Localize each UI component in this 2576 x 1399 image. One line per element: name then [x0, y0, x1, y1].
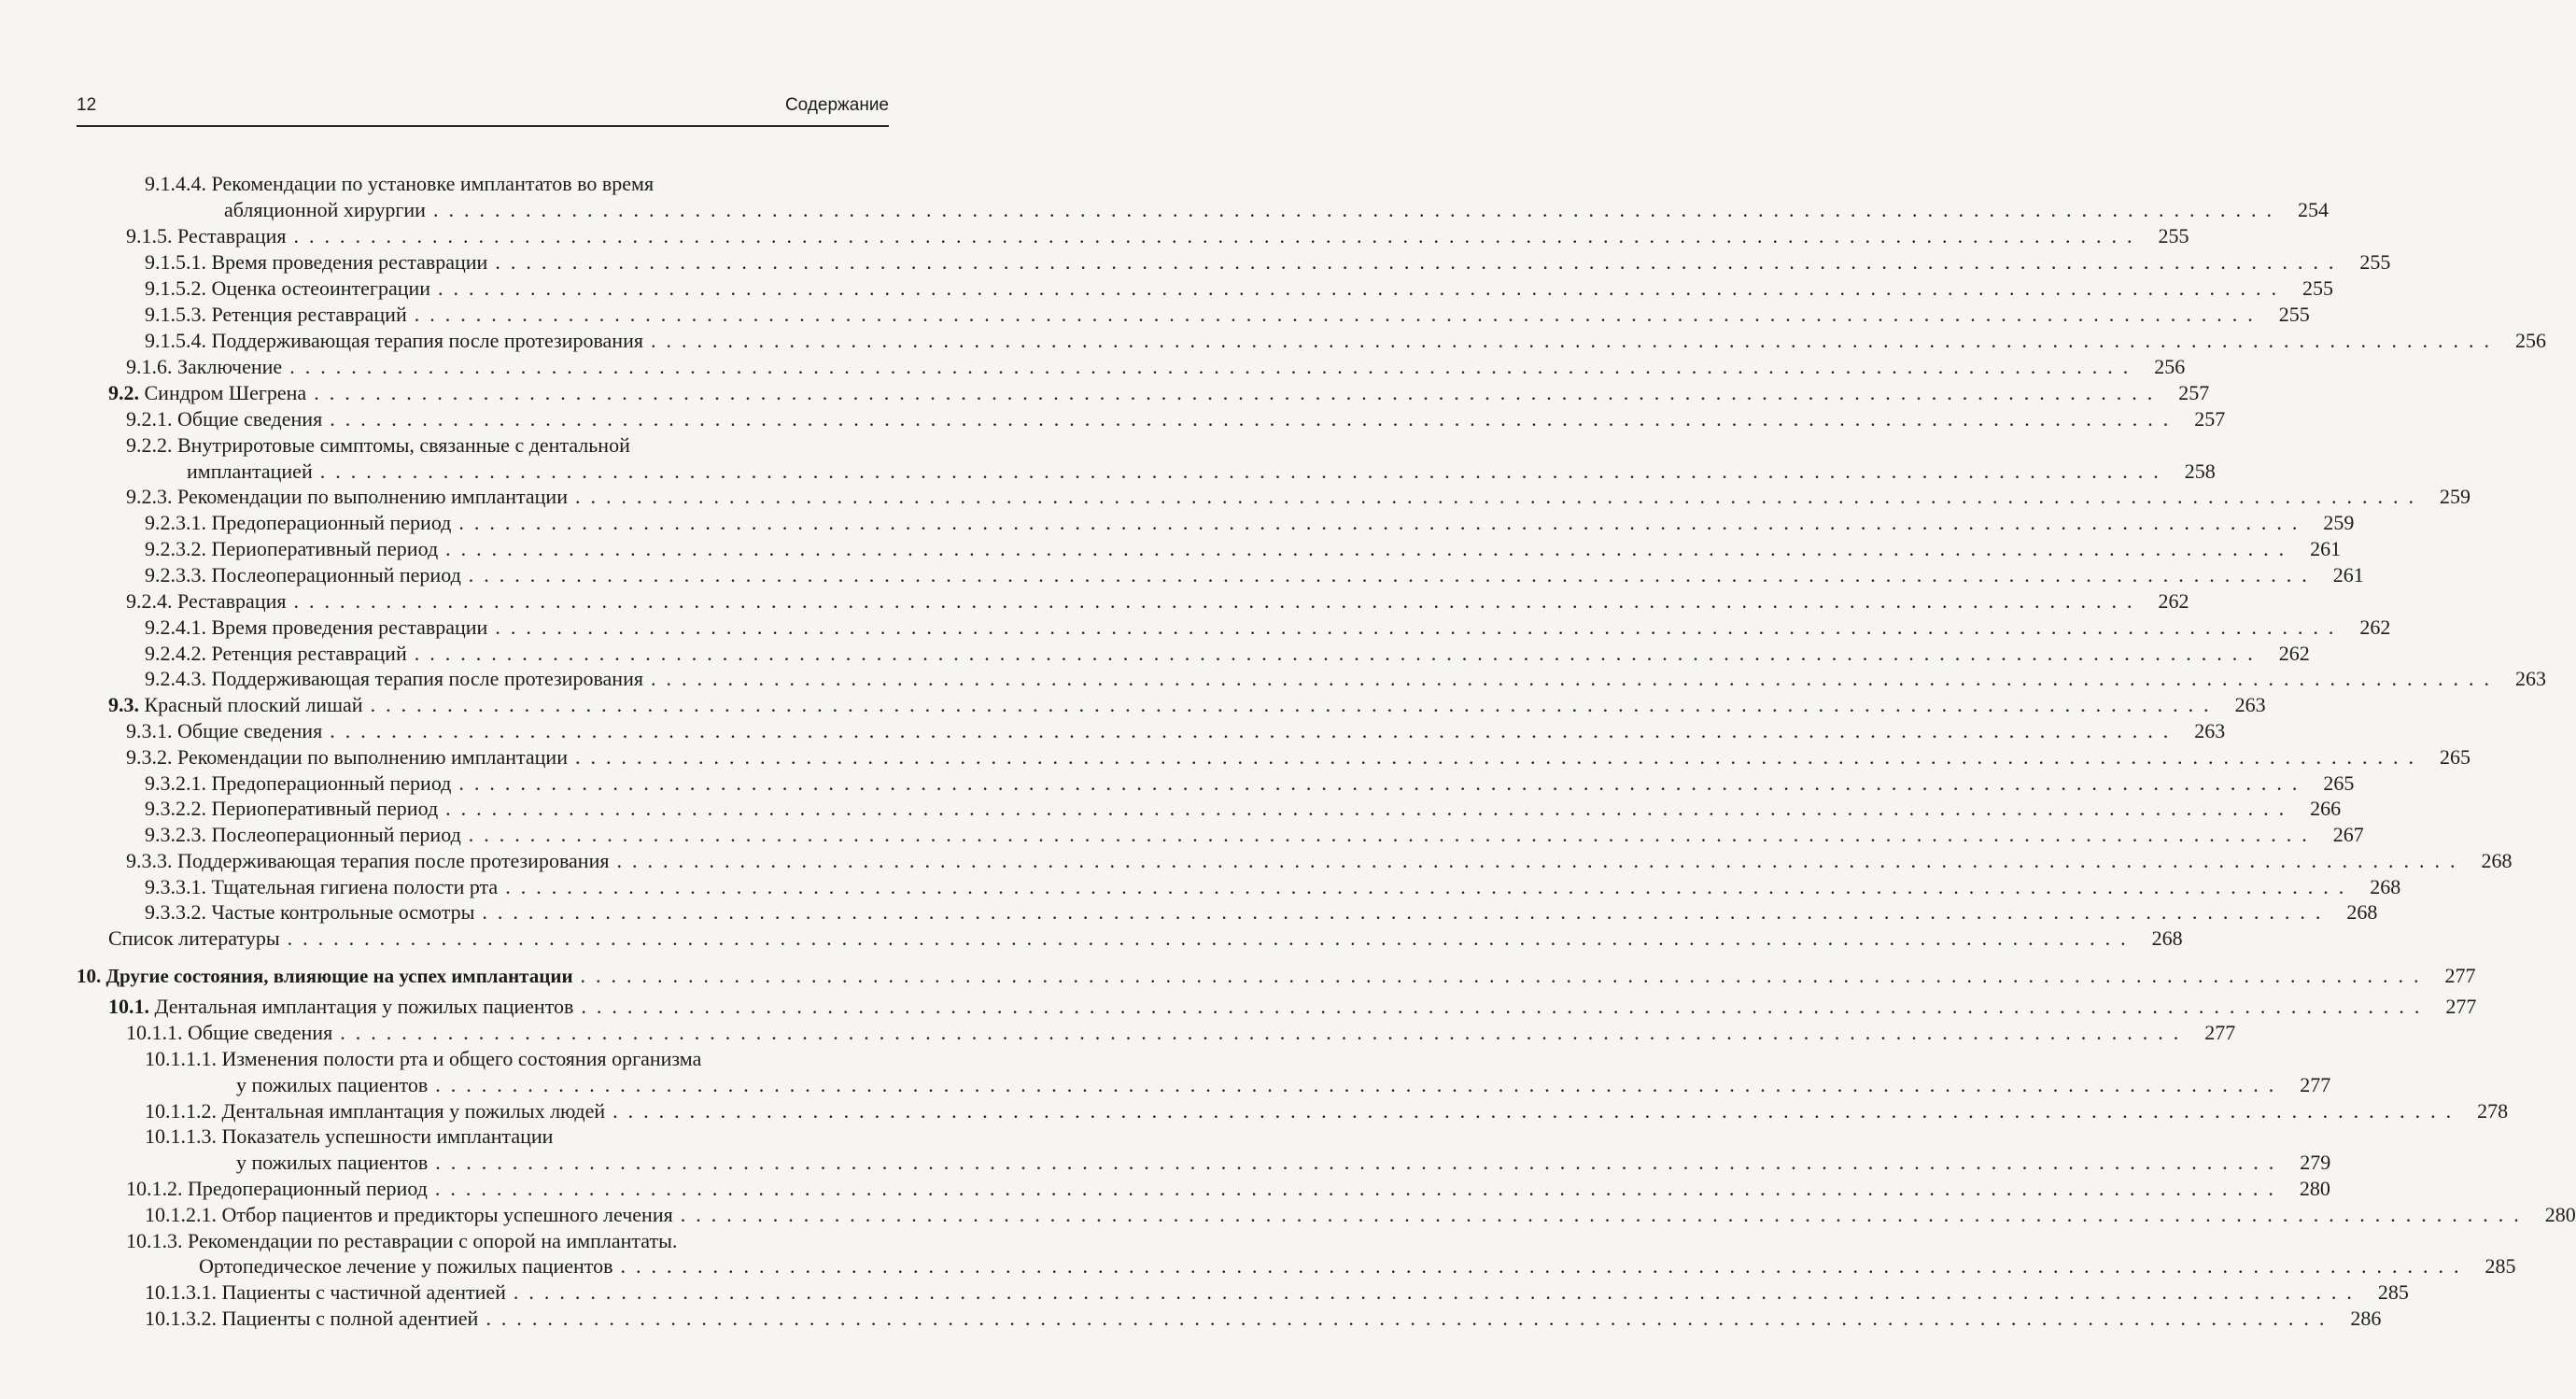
toc-entry-title: [145, 1046, 701, 1072]
toc-entry[interactable]: [145, 562, 2364, 588]
toc-entry-text: Ретенция реставраций: [211, 303, 407, 326]
toc-entry[interactable]: [126, 1020, 2236, 1046]
toc-entry-title: [145, 641, 407, 667]
toc-entry-number: 9.2.3.: [126, 485, 173, 508]
toc-entry-text: Заключение: [177, 355, 283, 378]
toc-entry-number: 9.1.4.4.: [145, 172, 206, 195]
toc-entry[interactable]: [145, 899, 2378, 926]
dot-leader: ........................................................................................................................: [458, 511, 2308, 534]
dot-leader: ........................................................................................................................: [505, 875, 2355, 898]
toc-entry-text: Послеоперационный период: [211, 823, 461, 846]
toc-entry-number: 9.3.2.3.: [145, 823, 206, 846]
toc-entry-number: 9.3.: [108, 693, 139, 716]
dot-leader: ........................................................................................................................: [340, 1021, 2189, 1044]
toc-page-number: 262: [2359, 615, 2391, 639]
toc-entry-title: [126, 1020, 332, 1046]
toc-entry-title: [236, 1072, 428, 1098]
toc-entry[interactable]: [145, 302, 2310, 328]
toc-entry-text: Реставрация: [177, 589, 287, 613]
toc-entry[interactable]: [145, 171, 654, 197]
toc-entry-title: [108, 926, 280, 952]
toc-entry-number: 10.1.3.1.: [145, 1280, 217, 1304]
toc-entry-title: [145, 874, 498, 900]
toc-entry[interactable]: [199, 1253, 2516, 1279]
toc-entry[interactable]: [108, 380, 2210, 406]
toc-page-number: 285: [2485, 1254, 2516, 1278]
toc-entry-text: Поддерживающая терапия после протезирования: [177, 849, 610, 872]
toc-page-number: 255: [2158, 224, 2189, 247]
toc-entry[interactable]: [126, 744, 2470, 770]
toc-entry-title: [126, 432, 630, 459]
toc-page-number: 263: [2194, 719, 2226, 742]
toc-entry-title: [126, 588, 287, 615]
toc-entry[interactable]: [145, 276, 2334, 302]
toc-page-number: 277: [2445, 995, 2477, 1018]
toc-entry-title: [145, 171, 654, 197]
toc-entry-text: Показатель успешности имплантации: [221, 1124, 554, 1148]
toc-page-number: 255: [2302, 276, 2334, 300]
toc-entry-title: [145, 249, 487, 276]
toc-entry-title: [126, 354, 282, 380]
toc-entry[interactable]: [126, 406, 2226, 432]
toc-entry-text: Рекомендации по реставрации с опорой на имплантаты.: [188, 1229, 678, 1252]
dot-leader: ........................................................................................................................: [574, 485, 2424, 508]
dot-leader: ........................................................................................................................: [293, 589, 2143, 613]
page-header: [77, 92, 889, 127]
dot-leader: ........................................................................................................................: [680, 1203, 2529, 1226]
toc-page-number: 277: [2444, 964, 2476, 987]
dot-leader: ........................................................................................................................: [620, 1254, 2470, 1278]
dot-leader: ........................................................................................................................: [445, 797, 2295, 820]
toc-page-number: 256: [2154, 355, 2186, 378]
dot-leader: ........................................................................................................................: [445, 537, 2295, 560]
toc-entry[interactable]: [126, 432, 630, 459]
toc-entry-number: 9.3.2.: [126, 745, 173, 769]
toc-entry-title: [126, 1228, 677, 1254]
toc-entry-number: 9.3.1.: [126, 719, 173, 742]
toc-entry-title: [145, 1202, 673, 1228]
toc-page-number: 254: [2297, 198, 2329, 221]
toc-entry-text: Рекомендации по выполнению имплантации: [177, 745, 568, 769]
dot-leader: ........................................................................................................................: [458, 771, 2308, 795]
toc-entry-number: 9.2.3.2.: [145, 537, 206, 560]
toc-page-number: 280: [2299, 1177, 2330, 1200]
toc-entry-text: Список литературы: [108, 926, 280, 950]
toc-entry-number: 10.: [77, 965, 102, 987]
toc-entry-text: Ретенция реставраций: [211, 642, 407, 665]
dot-leader: ........................................................................................................................: [330, 719, 2179, 742]
page-number: 12: [77, 95, 97, 115]
toc-entry-text: Реставрация: [177, 224, 287, 247]
toc-entry-title: [126, 848, 609, 874]
toc-entry-number: 9.2.1.: [126, 407, 173, 431]
toc-page-number: 279: [2300, 1151, 2331, 1174]
toc-entry-number: 9.1.5.2.: [145, 276, 206, 300]
toc-entry-text: Пациенты с полной адентией: [221, 1307, 479, 1330]
toc-entry[interactable]: [108, 994, 2477, 1020]
toc-entry-text: Рекомендации по выполнению имплантации: [177, 485, 568, 508]
toc-entry-text: Предоперационный период: [188, 1177, 428, 1200]
toc-page-number: 255: [2359, 250, 2391, 274]
toc-entry-number: 9.3.2.1.: [145, 771, 206, 795]
toc-entry-title: [126, 1176, 428, 1202]
toc-entry[interactable]: [126, 354, 2186, 380]
dot-leader: ........................................................................................................................: [486, 1307, 2335, 1330]
dot-leader: ........................................................................................................................: [287, 926, 2136, 950]
toc-entry-title: [199, 1253, 613, 1279]
toc-page-number: 261: [2310, 537, 2342, 560]
toc-page-number: 256: [2514, 329, 2546, 352]
toc-entry[interactable]: [108, 926, 2183, 952]
toc-entry-number: 10.1.1.2.: [145, 1099, 217, 1123]
toc-entry-title: [145, 796, 438, 822]
running-title: Содержание: [784, 95, 889, 115]
dot-leader: ........................................................................................................................: [468, 563, 2317, 586]
toc-entry-title: [236, 1150, 428, 1176]
toc-entry-number: 10.1.1.: [126, 1021, 183, 1044]
toc-entry[interactable]: [145, 1279, 2409, 1306]
toc-entry-number: 10.1.3.: [126, 1229, 183, 1252]
toc-entry[interactable]: [145, 328, 2546, 354]
dot-leader: ........................................................................................................................: [293, 224, 2143, 247]
toc-entry[interactable]: [126, 1228, 677, 1254]
toc-entry-text: Общие сведения: [177, 719, 323, 742]
toc-page-number: 263: [2234, 693, 2266, 716]
dot-leader: ........................................................................................................................: [495, 615, 2344, 639]
toc-entry-title: [187, 459, 313, 485]
toc-entry-text: Внутриротовые симптомы, связанные с дентальной: [177, 433, 630, 457]
toc-entry-number: 9.2.4.2.: [145, 642, 206, 665]
toc-entry[interactable]: [145, 1046, 701, 1072]
toc-page-number: 259: [2323, 511, 2355, 534]
toc-page-number: 262: [2158, 589, 2189, 613]
toc-entry-title: [224, 197, 426, 223]
dot-leader: ........................................................................................................................: [414, 303, 2263, 326]
toc-entry-text: Другие состояния, влияющие на успех имплантации: [106, 965, 573, 987]
dot-leader: ........................................................................................................................: [438, 276, 2287, 300]
toc-page-number: 266: [2310, 797, 2342, 820]
toc-page-number: 265: [2323, 771, 2355, 795]
toc-entry[interactable]: [236, 1072, 2331, 1098]
toc-entry-title: [126, 484, 568, 510]
dot-leader: ........................................................................................................................: [435, 1151, 2285, 1174]
toc-entry[interactable]: [236, 1150, 2331, 1176]
toc-page-number: 259: [2439, 485, 2470, 508]
toc-entry-text: Оценка остеоинтеграции: [211, 276, 431, 300]
toc-entry-text: Общие сведения: [188, 1021, 333, 1044]
dot-leader: ........................................................................................................................: [650, 667, 2499, 690]
toc-entry-text: Периоперативный период: [211, 537, 439, 560]
toc-entry-number: 9.1.5.: [126, 224, 173, 247]
toc-page-number: 262: [2278, 642, 2310, 665]
toc-entry-title: [126, 718, 322, 744]
toc-page-number: 286: [2350, 1307, 2382, 1330]
toc-entry-text: Общие сведения: [177, 407, 323, 431]
toc-entry-number: 9.3.3.2.: [145, 900, 206, 924]
dot-leader: ........................................................................................................................: [468, 823, 2317, 846]
toc-page-number: 267: [2332, 823, 2364, 846]
toc-entry[interactable]: [126, 223, 2189, 249]
toc-entry-text: Время проведения реставрации: [211, 250, 488, 274]
toc-entry[interactable]: [77, 963, 2476, 989]
dot-leader: ........................................................................................................................: [434, 1177, 2284, 1200]
toc-entry-title: [145, 562, 461, 588]
toc-entry-text: Предоперационный период: [211, 771, 452, 795]
toc-entry[interactable]: [145, 770, 2355, 797]
toc-entry-title: [145, 615, 487, 641]
toc-entry-title: [145, 1123, 553, 1150]
toc-entry-text: Красный плоский лишай: [144, 693, 363, 716]
toc-entry-text: Дентальная имплантация у пожилых пациентов: [154, 995, 574, 1018]
toc-entry-title: [108, 692, 363, 718]
toc-entry[interactable]: [145, 822, 2364, 848]
toc-page-number: 257: [2194, 407, 2226, 431]
toc-entry[interactable]: [126, 484, 2470, 510]
toc-entry-text: у пожилых пациентов: [236, 1073, 429, 1096]
toc-entry-number: 10.1.2.1.: [145, 1203, 217, 1226]
toc-page-number: 268: [2370, 875, 2401, 898]
toc-entry-number: 9.2.4.: [126, 589, 173, 613]
toc-entry[interactable]: [126, 1176, 2330, 1202]
toc-entry-title: [145, 1098, 605, 1124]
toc-entry[interactable]: [108, 692, 2266, 718]
toc-entry-title: [145, 822, 461, 848]
toc-entry-number: 9.3.2.2.: [145, 797, 206, 820]
dot-leader: ........................................................................................................................: [319, 459, 2169, 483]
toc-entry[interactable]: [145, 1306, 2382, 1332]
toc-entry-title: [145, 536, 438, 562]
toc-entry-text: Предоперационный период: [211, 511, 452, 534]
toc-page-number: 277: [2204, 1021, 2236, 1044]
toc-entry-text: абляционной хирургии: [224, 198, 426, 221]
toc-entry-text: Послеоперационный период: [211, 563, 461, 586]
dot-leader: ........................................................................................................................: [370, 693, 2219, 716]
toc-entry-title: [145, 1279, 506, 1306]
toc-page-number: 263: [2514, 667, 2546, 690]
dot-leader: ........................................................................................................................: [482, 900, 2331, 924]
toc-page-number: 277: [2300, 1073, 2331, 1096]
dot-leader: ........................................................................................................................: [414, 642, 2263, 665]
toc-entry-number: 9.2.2.: [126, 433, 173, 457]
toc-entry-text: Отбор пациентов и предикторы успешного лечения: [221, 1203, 673, 1226]
toc-entry-title: [126, 223, 287, 249]
toc-entry-text: Поддерживающая терапия после протезирования: [211, 329, 643, 352]
toc-entry-number: 9.3.3.1.: [145, 875, 206, 898]
toc-page-number: 265: [2439, 745, 2470, 769]
toc-entry-title: [145, 510, 451, 536]
toc-page-number: 280: [2544, 1203, 2576, 1226]
dot-leader: ........................................................................................................................: [612, 1099, 2462, 1123]
toc-entry-number: 10.1.3.2.: [145, 1307, 217, 1330]
toc-entry-number: 10.1.2.: [126, 1177, 183, 1200]
dot-leader: ........................................................................................................................: [495, 250, 2344, 274]
toc-page-number: 257: [2178, 381, 2210, 404]
toc-entry-text: Периоперативный период: [211, 797, 439, 820]
toc-entry-title: [126, 406, 322, 432]
toc-entry[interactable]: [126, 718, 2226, 744]
toc-entry[interactable]: [224, 197, 2329, 223]
toc-entry[interactable]: [145, 1202, 2576, 1228]
toc-page-number: 268: [2481, 849, 2513, 872]
toc-page-number: 268: [2151, 926, 2183, 950]
toc-entry-text: Изменения полости рта и общего состояния организма: [221, 1047, 702, 1070]
toc-page-number: 261: [2332, 563, 2364, 586]
toc-entry-title: [145, 276, 430, 302]
toc-entry[interactable]: [126, 848, 2513, 874]
toc-entry[interactable]: [187, 459, 2216, 485]
toc-entry[interactable]: [145, 536, 2342, 562]
toc-entry-number: 10.1.: [108, 995, 149, 1018]
toc-entry-title: [145, 328, 643, 354]
toc-entry-number: 9.2.4.3.: [145, 667, 206, 690]
toc-entry-text: Пациенты с частичной адентией: [221, 1280, 506, 1304]
toc-entry[interactable]: [145, 874, 2401, 900]
toc-entry-number: 9.1.6.: [126, 355, 173, 378]
dot-leader: ........................................................................................................................: [580, 964, 2429, 987]
toc-entry-text: Дентальная имплантация у пожилых людей: [221, 1099, 606, 1123]
dot-leader: ........................................................................................................................: [289, 355, 2139, 378]
toc-page-number: 285: [2377, 1280, 2409, 1304]
dot-leader: ........................................................................................................................: [435, 1073, 2285, 1096]
toc-entry[interactable]: [145, 1098, 2509, 1124]
toc-entry-number: 9.1.5.1.: [145, 250, 206, 274]
toc-entry-text: Тщательная гигиена полости рта: [211, 875, 499, 898]
toc-entry-number: 9.2.: [108, 381, 139, 404]
toc-entry[interactable]: [126, 588, 2189, 615]
toc-entry-number: 9.1.5.4.: [145, 329, 206, 352]
toc-entry-number: 9.3.3.: [126, 849, 173, 872]
toc-entry-title: [145, 899, 474, 926]
toc-entry-text: Поддерживающая терапия после протезирования: [211, 667, 643, 690]
dot-leader: ........................................................................................................................: [574, 745, 2424, 769]
toc-page-number: 258: [2184, 459, 2216, 483]
toc-entry-text: Синдром Шегрена: [144, 381, 307, 404]
toc-entry-text: Частые контрольные осмотры: [211, 900, 475, 924]
toc-entry[interactable]: [145, 666, 2546, 692]
toc-entry-title: [145, 1306, 478, 1332]
toc-entry[interactable]: [145, 510, 2355, 536]
toc-entry-title: [126, 744, 568, 770]
toc-entry-number: 9.2.4.1.: [145, 615, 206, 639]
toc-entry[interactable]: [145, 641, 2310, 667]
dot-leader: ........................................................................................................................: [314, 381, 2163, 404]
toc-entry-title: [108, 380, 306, 406]
dot-leader: ........................................................................................................................: [581, 995, 2430, 1018]
toc-entry[interactable]: [145, 249, 2391, 276]
toc-entry-title: [145, 302, 407, 328]
toc-entry-text: Рекомендации по установке имплантатов во время: [211, 172, 655, 195]
dot-leader: ........................................................................................................................: [513, 1280, 2362, 1304]
toc-entry[interactable]: [145, 1123, 553, 1150]
toc-entry-text: Время проведения реставрации: [211, 615, 488, 639]
toc-entry-number: 10.1.1.1.: [145, 1047, 217, 1070]
toc-page-number: 268: [2346, 900, 2378, 924]
toc-entry-text: у пожилых пациентов: [236, 1151, 429, 1174]
toc-entry-title: [145, 770, 451, 797]
toc-entry[interactable]: [145, 615, 2391, 641]
toc-entry-title: [77, 963, 573, 989]
toc-entry[interactable]: [145, 796, 2342, 822]
toc-entry-number: 9.2.3.3.: [145, 563, 206, 586]
toc-entry-number: 10.1.1.3.: [145, 1124, 217, 1148]
toc-page-number: 278: [2477, 1099, 2509, 1123]
dot-leader: ........................................................................................................................: [330, 407, 2179, 431]
toc-entry-text: имплантацией: [187, 459, 313, 483]
toc-entry-number: 9.2.3.1.: [145, 511, 206, 534]
toc-entry-number: 9.1.5.3.: [145, 303, 206, 326]
toc-page-number: 255: [2278, 303, 2310, 326]
dot-leader: ........................................................................................................................: [650, 329, 2499, 352]
toc-entry-title: [108, 994, 573, 1020]
dot-leader: ........................................................................................................................: [616, 849, 2466, 872]
toc-entry-text: Ортопедическое лечение у пожилых пациентов: [199, 1254, 613, 1278]
toc-entry-title: [145, 666, 643, 692]
dot-leader: ........................................................................................................................: [432, 198, 2282, 221]
